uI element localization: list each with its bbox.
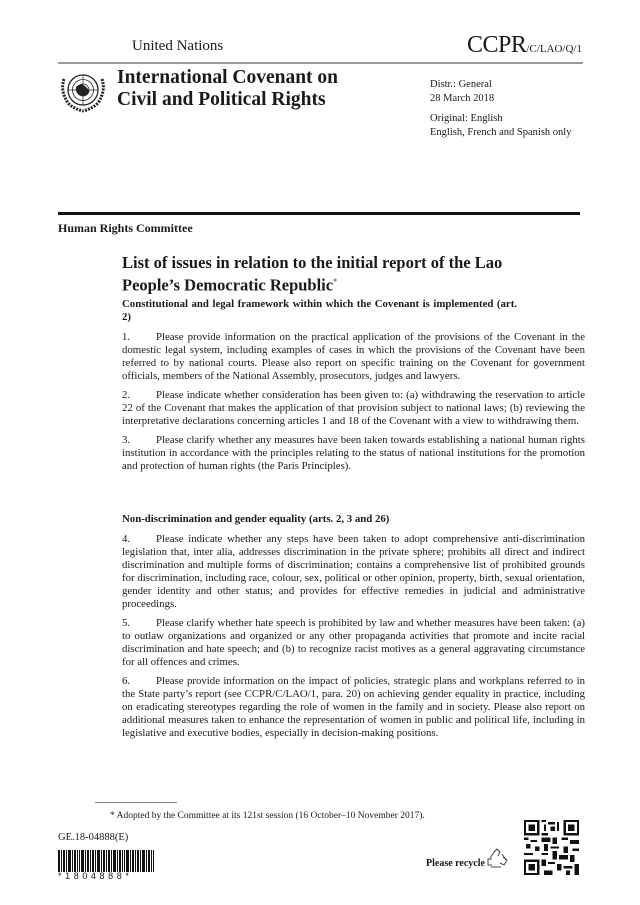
paragraph-2: 2. Please indicate whether consideration has been given to: (a) withdrawing the reservation to article 22 of the Covenant that makes the application of that provision subject to national laws; (b) reviewing the interpretative declarations concerning articles 1 and 18 of the Covenant with a view to withdrawing them. — [122, 389, 585, 427]
barcode-number: *1804888* — [58, 871, 133, 881]
document-symbol — [467, 32, 582, 59]
paragraph-3: 3. Please clarify whether any measures have been taken towards establishing a national human rights institution in accordance with the principles relating to the status of national institutions for the promotion and protection of human rights (the Paris Principles). — [122, 434, 585, 472]
treaty-title — [117, 67, 338, 111]
treaty-title-line1: International Covenant on — [117, 67, 339, 88]
paragraph-6: 6. Please provide information on the impact of policies, strategic plans and workplans referred to in the State party’s report (see CCPR/C/LAO/1, para. 20) on achieving gender equality in practice, including on eradicating stereotypes regarding the role of women in the family and in society. Please also report on additional measures taken to enhance the representation of women in public and political life, including in legislative and executive bodies, especially in decision-making positions. — [122, 675, 585, 739]
original-language: Original: English — [430, 113, 503, 124]
paragraph-1: 1. Please provide information on the practical application of the provisions of the Covenant in the domestic legal system, including examples of cases in which the provisions of the Covenant have been referred to by national courts. Please also report on specific training on the Covenant for government officials, members of the National Assembly, prosecutors, judges and lawyers. — [122, 331, 585, 382]
paragraph-4: 4. Please indicate whether any steps have been taken to adopt comprehensive anti-discrimination legislation that, inter alia, addresses discrimination in the private sphere; prohibits all direct and indirect discrimination and multiple forms of discrimination; contains a comprehensive list of prohibited grounds for discrimination, including race, colour, sex, political or other opinion, property, birth, sexual orientation, gender identity and other status; and provides for effective remedies in judicial and administrative proceedings. — [122, 533, 585, 610]
symbol-sub: /C/LAO/Q/1 — [526, 43, 582, 55]
section-non-discrimination — [122, 513, 585, 746]
organization-name: United Nations — [132, 38, 224, 54]
un-emblem-icon — [58, 67, 108, 117]
committee-rule — [58, 212, 580, 215]
symbol-main: CCPR — [467, 32, 527, 58]
title-text: List of issues in relation to the initial report of the Lao People’s Democratic Republic — [122, 253, 503, 295]
header-rule — [58, 62, 583, 64]
recycle-icon — [486, 848, 508, 870]
section-constitutional — [122, 298, 585, 479]
date: 28 March 2018 — [430, 93, 495, 104]
committee-name: Human Rights Committee — [58, 221, 193, 235]
language-block — [430, 112, 571, 140]
section-heading: Constitutional and legal framework within which the Covenant is implemented (art. 2) — [122, 298, 517, 323]
recycle-label: Please recycle — [426, 858, 485, 869]
title-footnote-marker[interactable]: * — [333, 277, 338, 286]
qr-code-icon — [524, 820, 579, 875]
section-heading: Non-discrimination and gender equality (arts. 2, 3 and 26) — [122, 513, 390, 525]
document-title — [122, 253, 562, 295]
job-number: GE.18-04888(E) — [58, 832, 129, 843]
treaty-title-line2: Civil and Political Rights — [117, 89, 326, 110]
distribution: Distr.: General — [430, 79, 492, 90]
languages: English, French and Spanish only — [430, 127, 572, 138]
barcode-icon — [58, 850, 154, 872]
footnote-rule — [95, 802, 177, 803]
distribution-block — [430, 78, 494, 106]
paragraph-5: 5. Please clarify whether hate speech is prohibited by law and whether measures have been taken: (a) to outlaw organizations and organized or any other propaganda activities that promote and incite racial discrimination and hate speech; and (b) to recognize racist motives as a general aggravating circumstance for all offences and crimes. — [122, 617, 585, 668]
footnote: * Adopted by the Committee at its 121st session (16 October–10 November 2017). — [110, 811, 425, 821]
